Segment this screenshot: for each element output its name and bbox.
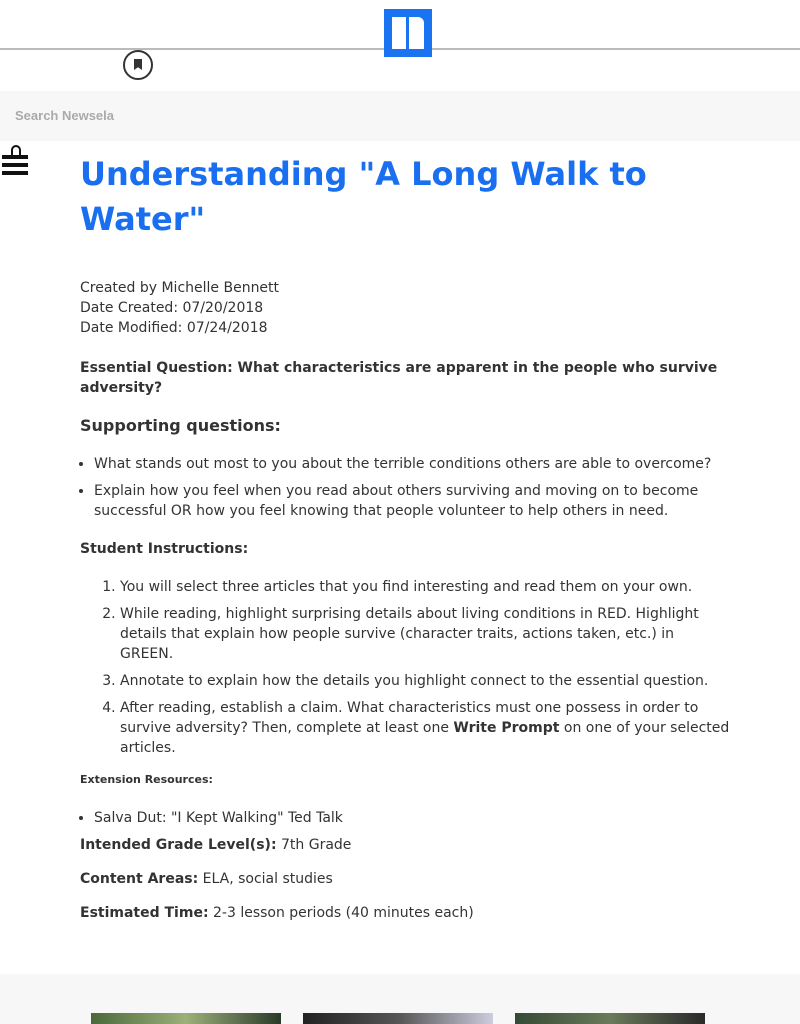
write-prompt: Write Prompt — [453, 720, 560, 736]
list-item: 2. While reading, highlight surprising details about living conditions in RED. Highlight details that explain how people survive (character traits, actions taken, etc.) in GREEN. — [120, 604, 730, 664]
supporting-heading: Supporting questions: — [80, 416, 281, 435]
article-thumbnail[interactable] — [91, 1013, 281, 1024]
instructions-heading: Student Instructions: — [80, 541, 249, 557]
article-thumbnail[interactable] — [515, 1013, 705, 1024]
list-item: • Explain how you feel when you read about others surviving and moving on to become successful OR how you feel knowing that people volunteer to help others in need. — [94, 481, 730, 521]
essential-question: Essential Question: What characteristics are apparent in the people who survive adversity? — [80, 360, 718, 396]
created-by: Created by Michelle Bennett — [80, 280, 280, 296]
text-set-content — [80, 152, 730, 923]
list-item: 4. After reading, establish a claim. What characteristics must one possess in order to survive adversity? Then, complete at least one Write Prompt on one of your selected articles. — [120, 698, 730, 758]
list-item: 1. You will select three articles that you find interesting and read them on your own. — [120, 577, 730, 597]
extension-link[interactable]: • Salva Dut: "I Kept Walking" Ted Talk — [94, 808, 730, 828]
content-areas: Content Areas: ELA, social studies — [80, 871, 333, 887]
article-thumbnail[interactable] — [303, 1013, 493, 1024]
extension-heading: Extension Resources: — [80, 773, 213, 786]
estimated-time: Estimated Time: 2-3 lesson periods (40 minutes each) — [80, 905, 474, 921]
grade-level: Intended Grade Level(s): 7th Grade — [80, 837, 352, 853]
page-title: Understanding "A Long Walk to Water" — [80, 155, 647, 238]
menu-icon[interactable] — [2, 145, 28, 177]
list-item: • What stands out most to you about the terrible conditions others are able to overcome? — [94, 454, 730, 474]
bookmark-icon[interactable] — [123, 50, 153, 80]
date-modified: Date Modified: 07/24/2018 — [80, 320, 268, 336]
list-item: 3. Annotate to explain how the details you highlight connect to the essential question. — [120, 671, 730, 691]
newsela-logo[interactable] — [384, 9, 432, 57]
search-input[interactable]: Search Newsela — [0, 91, 800, 141]
date-created: Date Created: 07/20/2018 — [80, 300, 264, 316]
